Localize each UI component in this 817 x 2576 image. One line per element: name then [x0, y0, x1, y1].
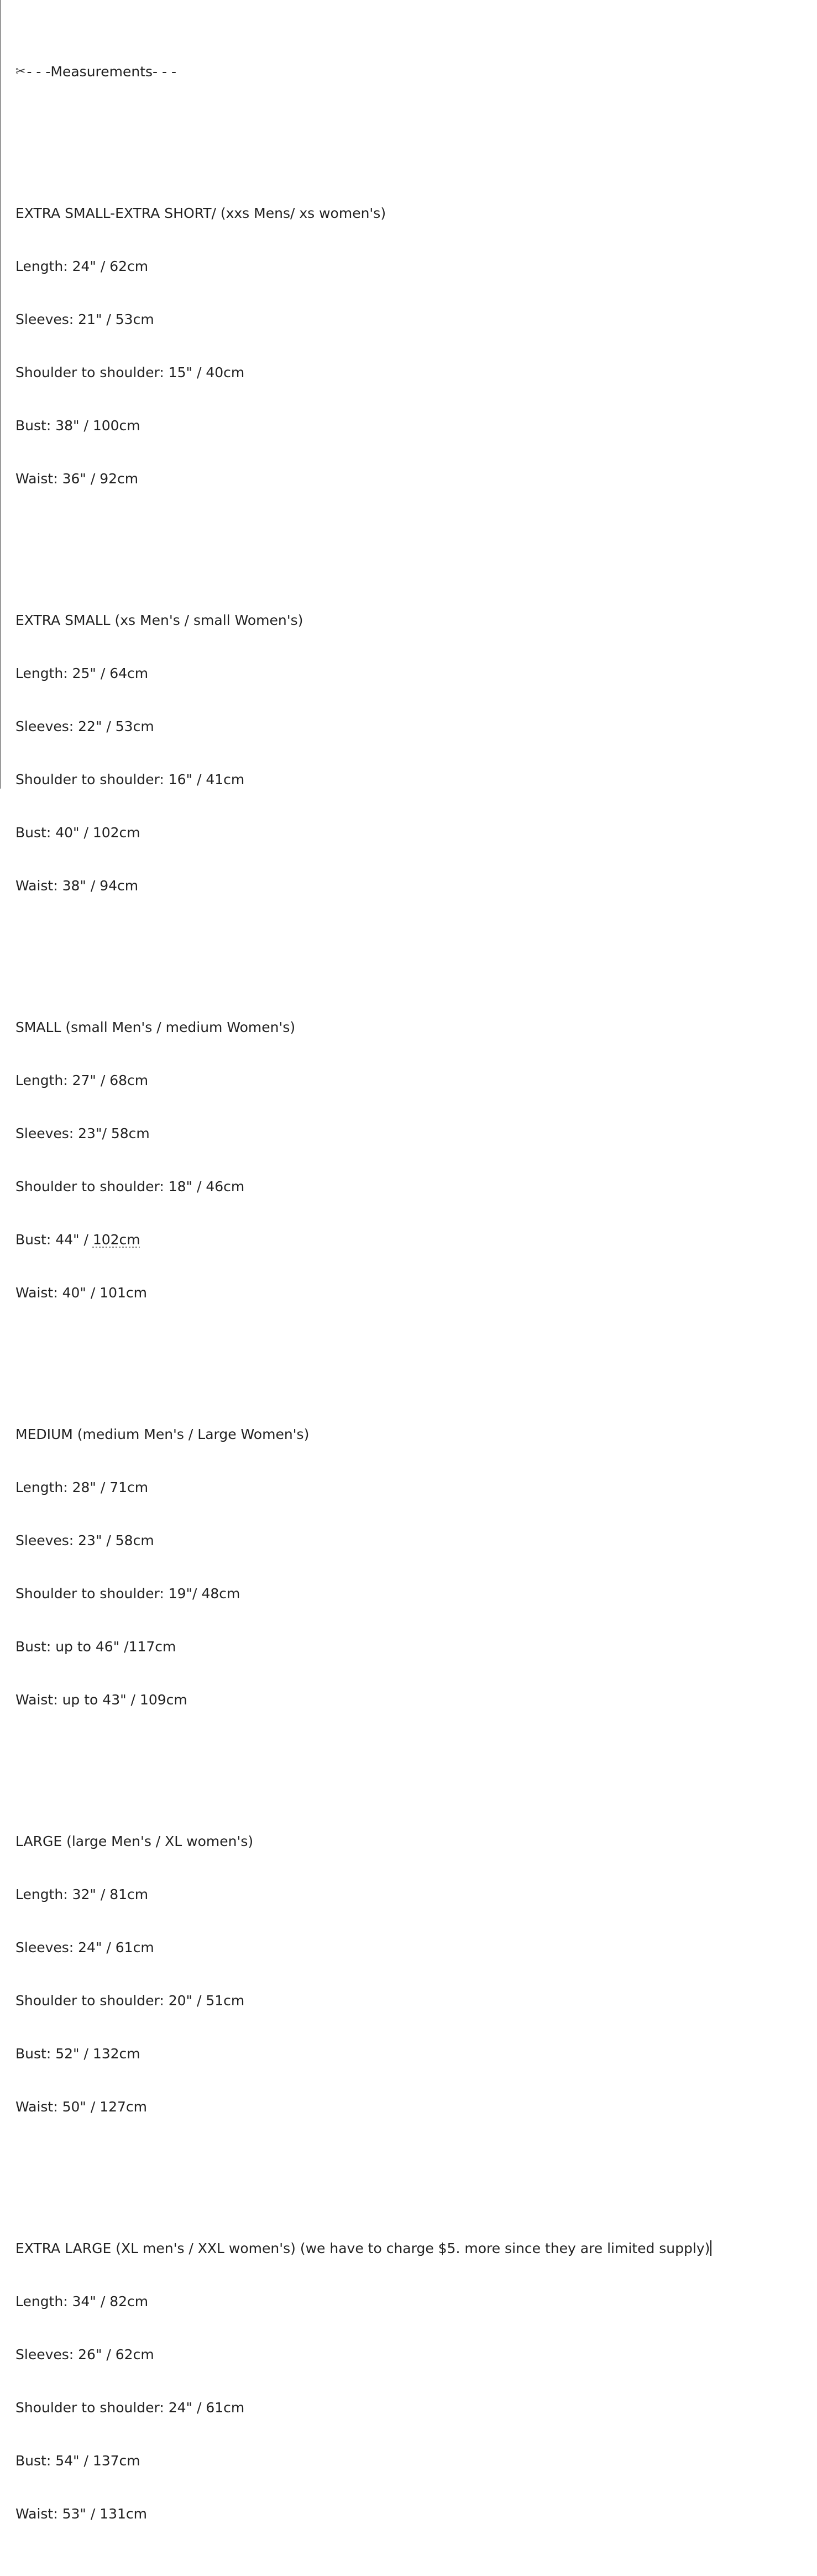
- text-caret: [710, 2240, 711, 2256]
- size-title: SMALL (small Men's / medium Women's): [15, 1019, 296, 1035]
- shoulder-line: Shoulder to shoulder: 19"/ 48cm: [15, 1586, 240, 1602]
- spellcheck-word[interactable]: 102cm: [92, 1232, 140, 1248]
- bust-line: [15, 1231, 805, 1249]
- sleeves-line: Sleeves: 24" / 61cm: [15, 1939, 154, 1956]
- blank-line: [15, 2151, 805, 2169]
- size-title: EXTRA SMALL (xs Men's / small Women's): [15, 612, 303, 628]
- length-line: Length: 28" / 71cm: [15, 1479, 149, 1495]
- bust-line: Bust: 38" / 100cm: [15, 418, 140, 434]
- blank-line: [15, 930, 805, 948]
- bust-line: Bust: 52" / 132cm: [15, 2046, 140, 2062]
- length-line: Length: 27" / 68cm: [15, 1072, 149, 1088]
- waist-line: Waist: 40" / 101cm: [15, 1285, 148, 1301]
- size-title: MEDIUM (medium Men's / Large Women's): [15, 1426, 310, 1442]
- sleeves-line: Sleeves: 23" / 58cm: [15, 1532, 154, 1548]
- length-line: Length: 25" / 64cm: [15, 665, 149, 681]
- waist-line: Waist: 36" / 92cm: [15, 471, 139, 487]
- waist-line: Waist: 38" / 94cm: [15, 878, 139, 894]
- blank-line: [15, 1337, 805, 1355]
- bust-label: Bust: 44" /: [15, 1232, 93, 1248]
- bust-line: Bust: up to 46" /117cm: [15, 1639, 176, 1655]
- length-line: Length: 24" / 62cm: [15, 258, 149, 274]
- waist-line: Waist: 53" / 131cm: [15, 2506, 148, 2522]
- shoulder-line: Shoulder to shoulder: 18" / 46cm: [15, 1179, 245, 1195]
- waist-line: Waist: up to 43" / 109cm: [15, 1692, 187, 1708]
- measurements-text[interactable]: [15, 10, 805, 2576]
- blank-line: [15, 1744, 805, 1762]
- shoulder-line: Shoulder to shoulder: 20" / 51cm: [15, 1993, 245, 2009]
- shoulder-line: Shoulder to shoulder: 16" / 41cm: [15, 771, 245, 788]
- bust-line: Bust: 54" / 137cm: [15, 2453, 140, 2469]
- size-title: EXTRA LARGE (XL men's / XXL women's) (we have to charge $5. more since they are limited supply): [15, 2240, 710, 2256]
- measurements-header: [15, 63, 805, 81]
- size-title-with-caret: [15, 2240, 805, 2257]
- scissors-icon: ✂: [15, 65, 26, 79]
- header-text: - - -Measurements- - -: [27, 64, 177, 80]
- sleeves-line: Sleeves: 26" / 62cm: [15, 2346, 154, 2363]
- length-line: Length: 32" / 81cm: [15, 1886, 149, 1902]
- shoulder-line: Shoulder to shoulder: 24" / 61cm: [15, 2400, 245, 2416]
- size-title: EXTRA SMALL-EXTRA SHORT/ (xxs Mens/ xs women's): [15, 205, 386, 221]
- sleeves-line: Sleeves: 23"/ 58cm: [15, 1125, 150, 1141]
- length-line: Length: 34" / 82cm: [15, 2293, 149, 2309]
- waist-line: Waist: 50" / 127cm: [15, 2099, 148, 2115]
- shoulder-line: Shoulder to shoulder: 15" / 40cm: [15, 364, 245, 380]
- sleeves-line: Sleeves: 22" / 53cm: [15, 718, 154, 734]
- blank-line: [15, 523, 805, 541]
- blank-line: [15, 116, 805, 134]
- sleeves-line: Sleeves: 21" / 53cm: [15, 311, 154, 327]
- bust-line: Bust: 40" / 102cm: [15, 825, 140, 841]
- size-title: LARGE (large Men's / XL women's): [15, 1833, 254, 1849]
